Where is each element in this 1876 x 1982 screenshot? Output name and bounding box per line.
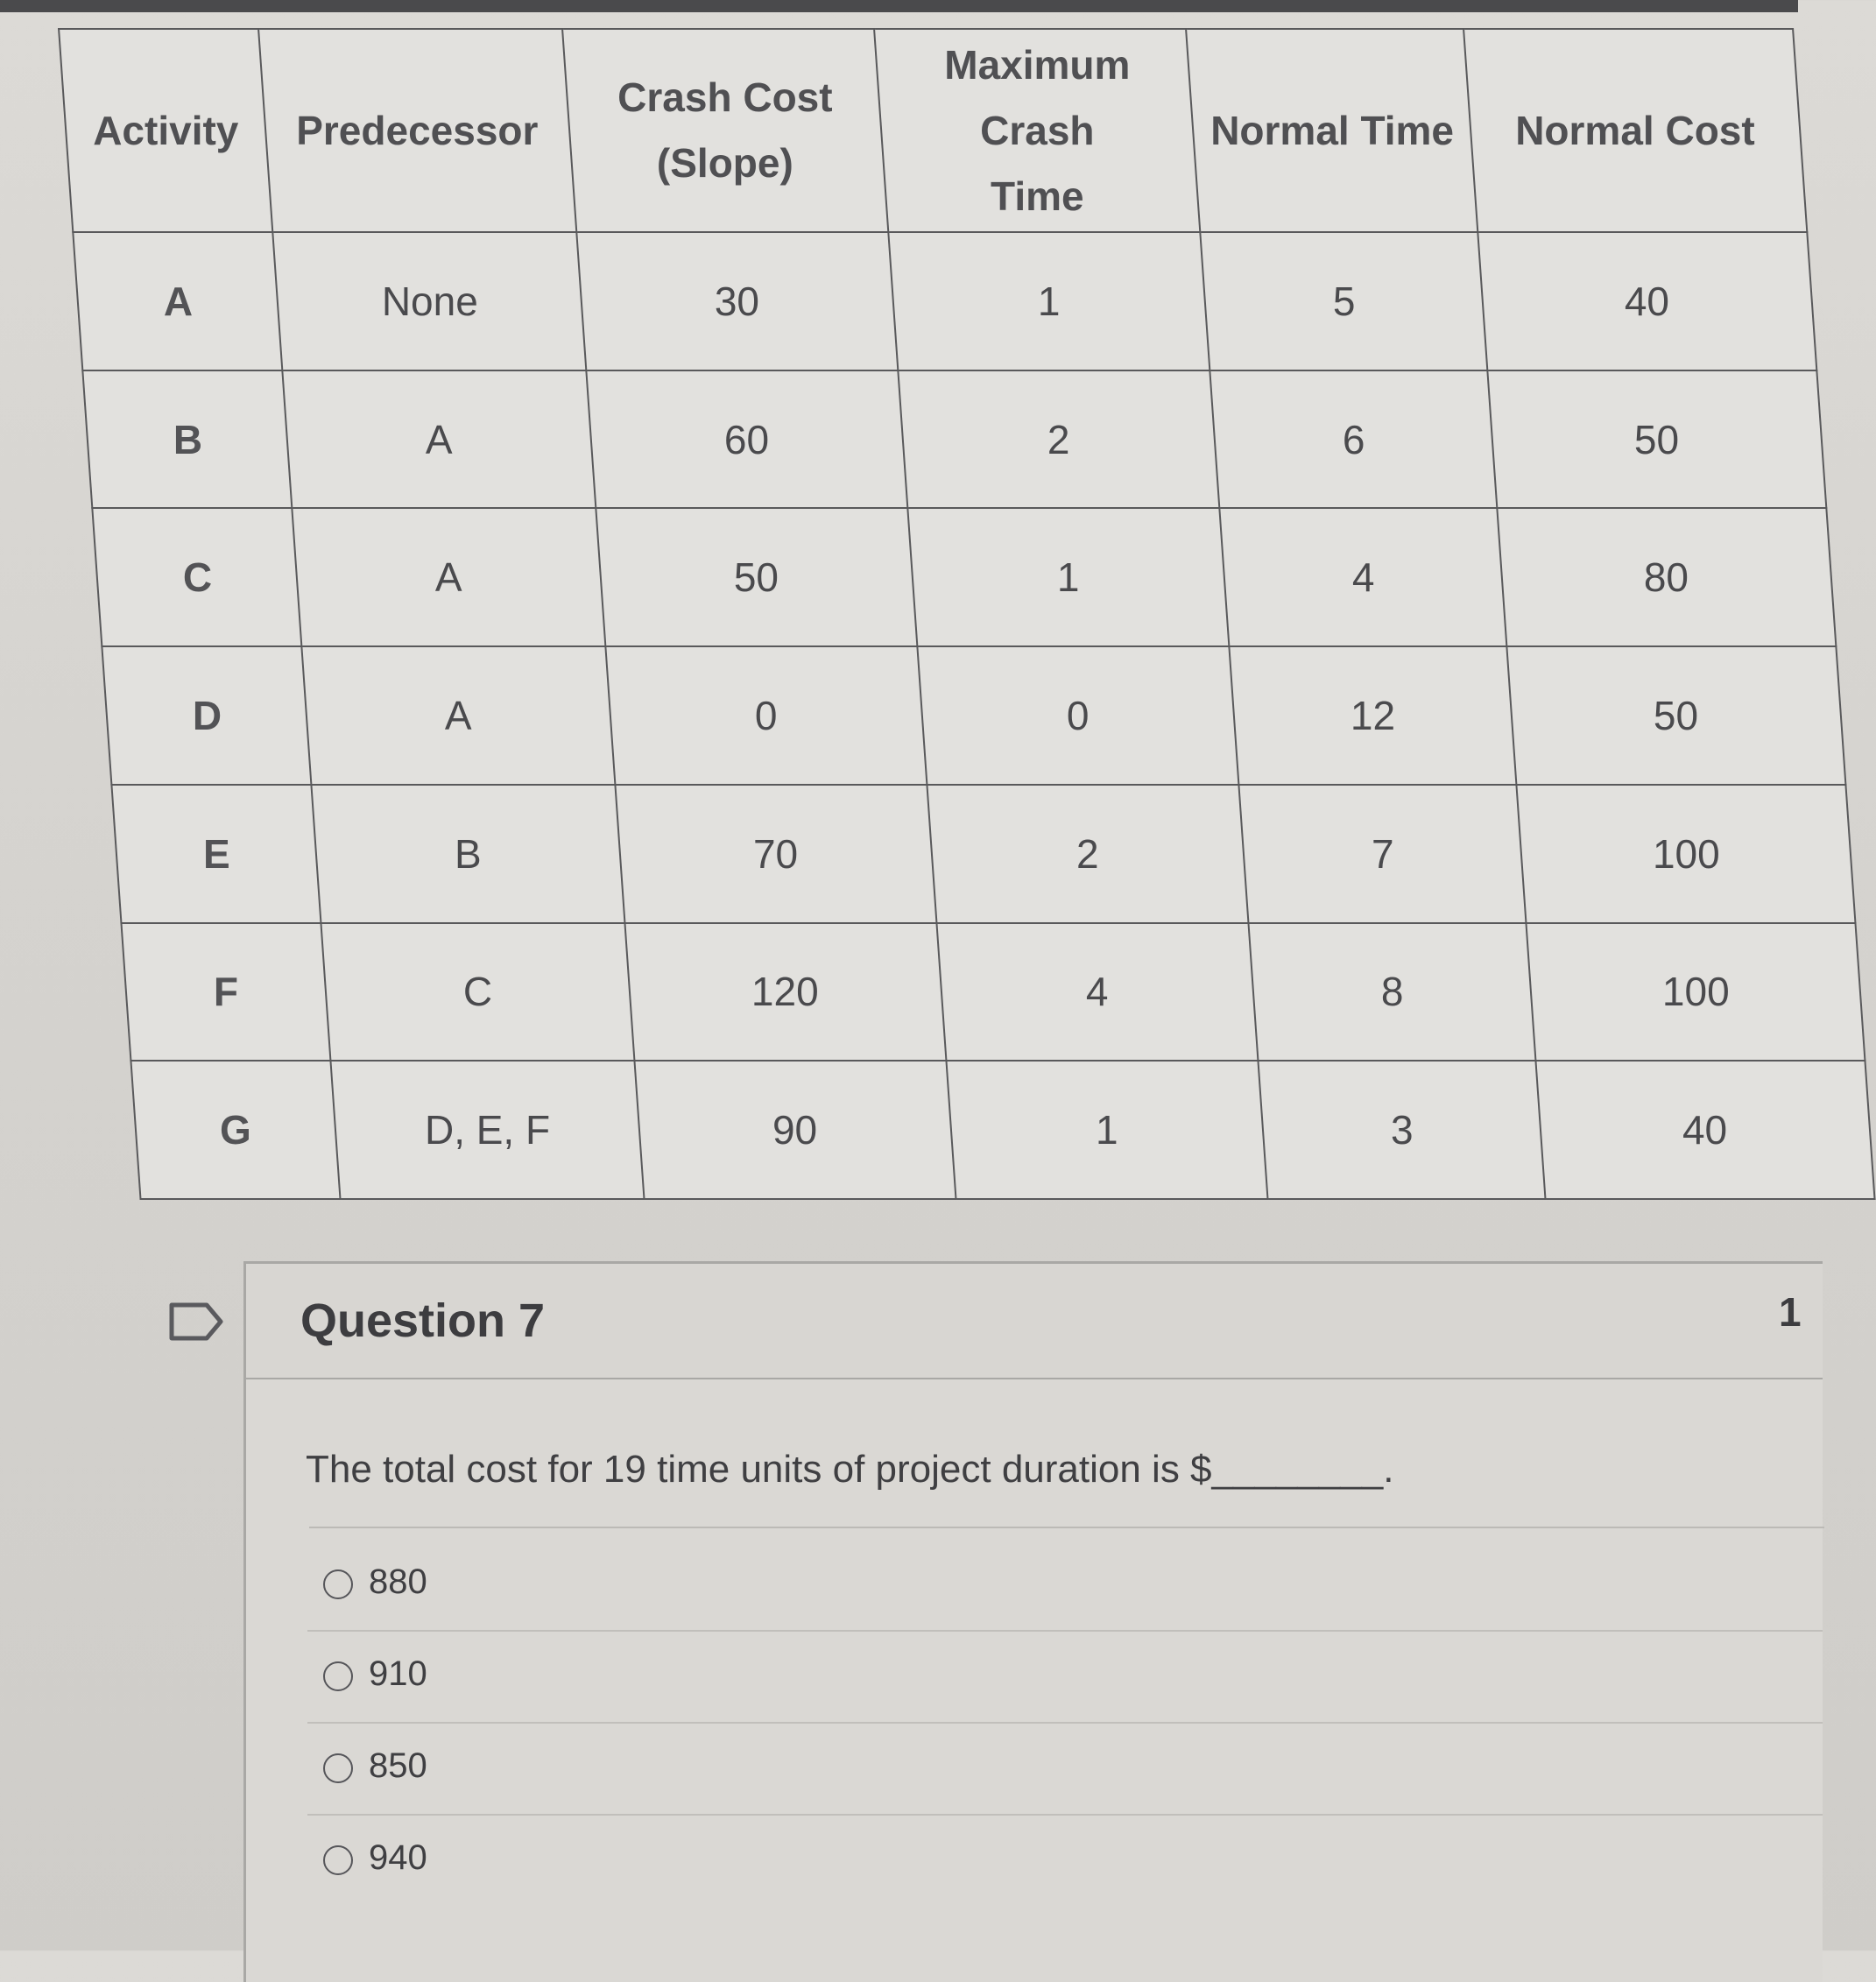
- answer-label[interactable]: 880: [369, 1562, 427, 1601]
- cell-normal-cost: [1506, 646, 1845, 785]
- bookmark-flag-icon[interactable]: [168, 1301, 224, 1342]
- answer-options: [307, 1540, 1823, 1906]
- cell-max-crash-time: [888, 232, 1210, 370]
- cell-text: 50: [1654, 692, 1699, 738]
- cell-text: None: [381, 278, 478, 324]
- cell-crash-cost: [624, 923, 946, 1062]
- radio-button-icon[interactable]: [323, 1661, 353, 1691]
- cell-text: 70: [753, 830, 799, 877]
- screen-top-edge: [0, 0, 1798, 12]
- cell-crash-cost: [634, 1061, 956, 1199]
- answer-label[interactable]: 910: [369, 1654, 427, 1693]
- cell-crash-cost: [586, 370, 907, 509]
- table-row: [92, 508, 1836, 646]
- cell-crash-cost: [615, 785, 936, 923]
- cell-text: 2: [1076, 830, 1099, 877]
- cell-text: 8: [1380, 969, 1404, 1015]
- radio-button-icon[interactable]: [323, 1753, 353, 1783]
- header-text: Time: [990, 173, 1084, 219]
- cell-text: 60: [724, 416, 770, 462]
- cell-text: B: [455, 830, 482, 877]
- cell-text: C: [182, 554, 212, 601]
- cell-normal-cost: [1526, 923, 1865, 1062]
- answer-label[interactable]: 940: [369, 1838, 427, 1877]
- header-text: Normal Cost: [1515, 107, 1755, 153]
- cell-activity: [111, 785, 321, 923]
- question-title: Question 7: [300, 1294, 546, 1347]
- cell-predecessor: [283, 370, 596, 509]
- cell-text: 30: [715, 278, 760, 324]
- header-text: Predecessor: [296, 107, 539, 153]
- cell-activity: [102, 646, 311, 785]
- cell-normal-time: [1230, 646, 1517, 785]
- radio-button-icon[interactable]: [323, 1845, 353, 1875]
- cell-activity: [92, 508, 301, 646]
- table-body: [73, 232, 1874, 1199]
- cell-predecessor: [321, 923, 634, 1062]
- cell-text: 80: [1644, 554, 1689, 601]
- column-header-normal-cost: [1463, 29, 1807, 232]
- cell-text: A: [425, 416, 453, 462]
- cell-crash-cost: [605, 646, 927, 785]
- cell-text: B: [173, 416, 202, 462]
- cell-predecessor: [312, 785, 624, 923]
- header-text: Activity: [93, 107, 239, 153]
- cell-normal-time: [1259, 1061, 1546, 1199]
- cell-normal-time: [1249, 923, 1536, 1062]
- cell-normal-time: [1210, 370, 1497, 509]
- answer-option[interactable]: [307, 1540, 1823, 1632]
- crash-cost-table-container: [58, 28, 1876, 1200]
- question-card: [243, 1261, 1823, 1982]
- column-header-predecessor: [258, 29, 576, 232]
- cell-text: 6: [1342, 416, 1365, 462]
- cell-normal-cost: [1497, 508, 1836, 646]
- cell-text: 120: [751, 969, 820, 1015]
- cell-text: 40: [1682, 1107, 1728, 1153]
- column-header-activity: [59, 29, 273, 232]
- question-header: [246, 1264, 1823, 1379]
- cell-activity: [82, 370, 292, 509]
- cell-text: 7: [1371, 830, 1394, 877]
- cell-max-crash-time: [936, 923, 1258, 1062]
- crash-cost-table: [58, 28, 1876, 1200]
- cell-text: 3: [1390, 1107, 1414, 1153]
- cell-normal-time: [1220, 508, 1507, 646]
- answer-label[interactable]: 850: [369, 1746, 427, 1785]
- cell-activity: [73, 232, 282, 370]
- cell-text: 50: [1634, 416, 1680, 462]
- cell-text: 100: [1652, 830, 1720, 877]
- cell-max-crash-time: [927, 785, 1248, 923]
- question-points: 1: [1779, 1289, 1802, 1335]
- cell-activity: [130, 1061, 340, 1199]
- cell-text: C: [462, 969, 493, 1015]
- header-text: Normal Time: [1210, 107, 1454, 153]
- answer-option[interactable]: [307, 1632, 1823, 1724]
- cell-max-crash-time: [917, 646, 1238, 785]
- cell-text: 2: [1047, 416, 1070, 462]
- cell-text: 4: [1086, 969, 1109, 1015]
- header-text: Crash Cost: [617, 74, 833, 120]
- cell-text: 100: [1661, 969, 1730, 1015]
- column-header-crash-cost: [562, 29, 888, 232]
- cell-normal-cost: [1516, 785, 1855, 923]
- table-row: [111, 785, 1855, 923]
- answer-option[interactable]: [307, 1724, 1823, 1816]
- table-row: [102, 646, 1845, 785]
- cell-text: 1: [1096, 1107, 1118, 1153]
- cell-max-crash-time: [907, 508, 1229, 646]
- cell-text: 50: [734, 554, 779, 601]
- table-header-row: [59, 29, 1807, 232]
- cell-text: 4: [1351, 554, 1375, 601]
- cell-normal-time: [1200, 232, 1487, 370]
- cell-text: G: [220, 1107, 252, 1153]
- cell-normal-cost: [1478, 232, 1816, 370]
- header-text: Maximum Crash: [944, 41, 1131, 153]
- cell-text: 0: [754, 692, 778, 738]
- table-row: [73, 232, 1816, 370]
- cell-text: D, E, F: [424, 1107, 551, 1153]
- radio-button-icon[interactable]: [323, 1569, 353, 1599]
- cell-text: 90: [772, 1107, 818, 1153]
- cell-text: 12: [1350, 692, 1396, 738]
- cell-crash-cost: [596, 508, 917, 646]
- cell-text: 40: [1625, 278, 1670, 324]
- cell-max-crash-time: [898, 370, 1219, 509]
- cell-predecessor: [302, 646, 615, 785]
- question-prompt: The total cost for 19 time units of project duration is $________.: [306, 1448, 1394, 1491]
- cell-text: 0: [1067, 692, 1090, 738]
- cell-text: D: [192, 692, 222, 738]
- table-row: [121, 923, 1865, 1062]
- cell-normal-cost: [1536, 1061, 1875, 1199]
- header-text: (Slope): [657, 140, 793, 186]
- table-row: [82, 370, 1826, 509]
- column-header-max-crash-time: [874, 29, 1200, 232]
- cell-normal-time: [1239, 785, 1527, 923]
- cell-text: A: [435, 554, 462, 601]
- cell-predecessor: [273, 232, 586, 370]
- cell-text: 1: [1038, 278, 1061, 324]
- question-divider: [309, 1527, 1824, 1528]
- cell-normal-cost: [1487, 370, 1826, 509]
- cell-activity: [121, 923, 330, 1062]
- cell-text: A: [163, 278, 193, 324]
- cell-text: 1: [1057, 554, 1080, 601]
- answer-option[interactable]: [307, 1816, 1823, 1906]
- table-row: [130, 1061, 1874, 1199]
- cell-max-crash-time: [946, 1061, 1267, 1199]
- cell-text: E: [202, 830, 230, 877]
- cell-predecessor: [331, 1061, 644, 1199]
- cell-text: F: [214, 969, 239, 1015]
- cell-text: A: [445, 692, 472, 738]
- cell-crash-cost: [576, 232, 898, 370]
- cell-text: 5: [1332, 278, 1356, 324]
- cell-predecessor: [293, 508, 605, 646]
- column-header-normal-time: [1186, 29, 1478, 232]
